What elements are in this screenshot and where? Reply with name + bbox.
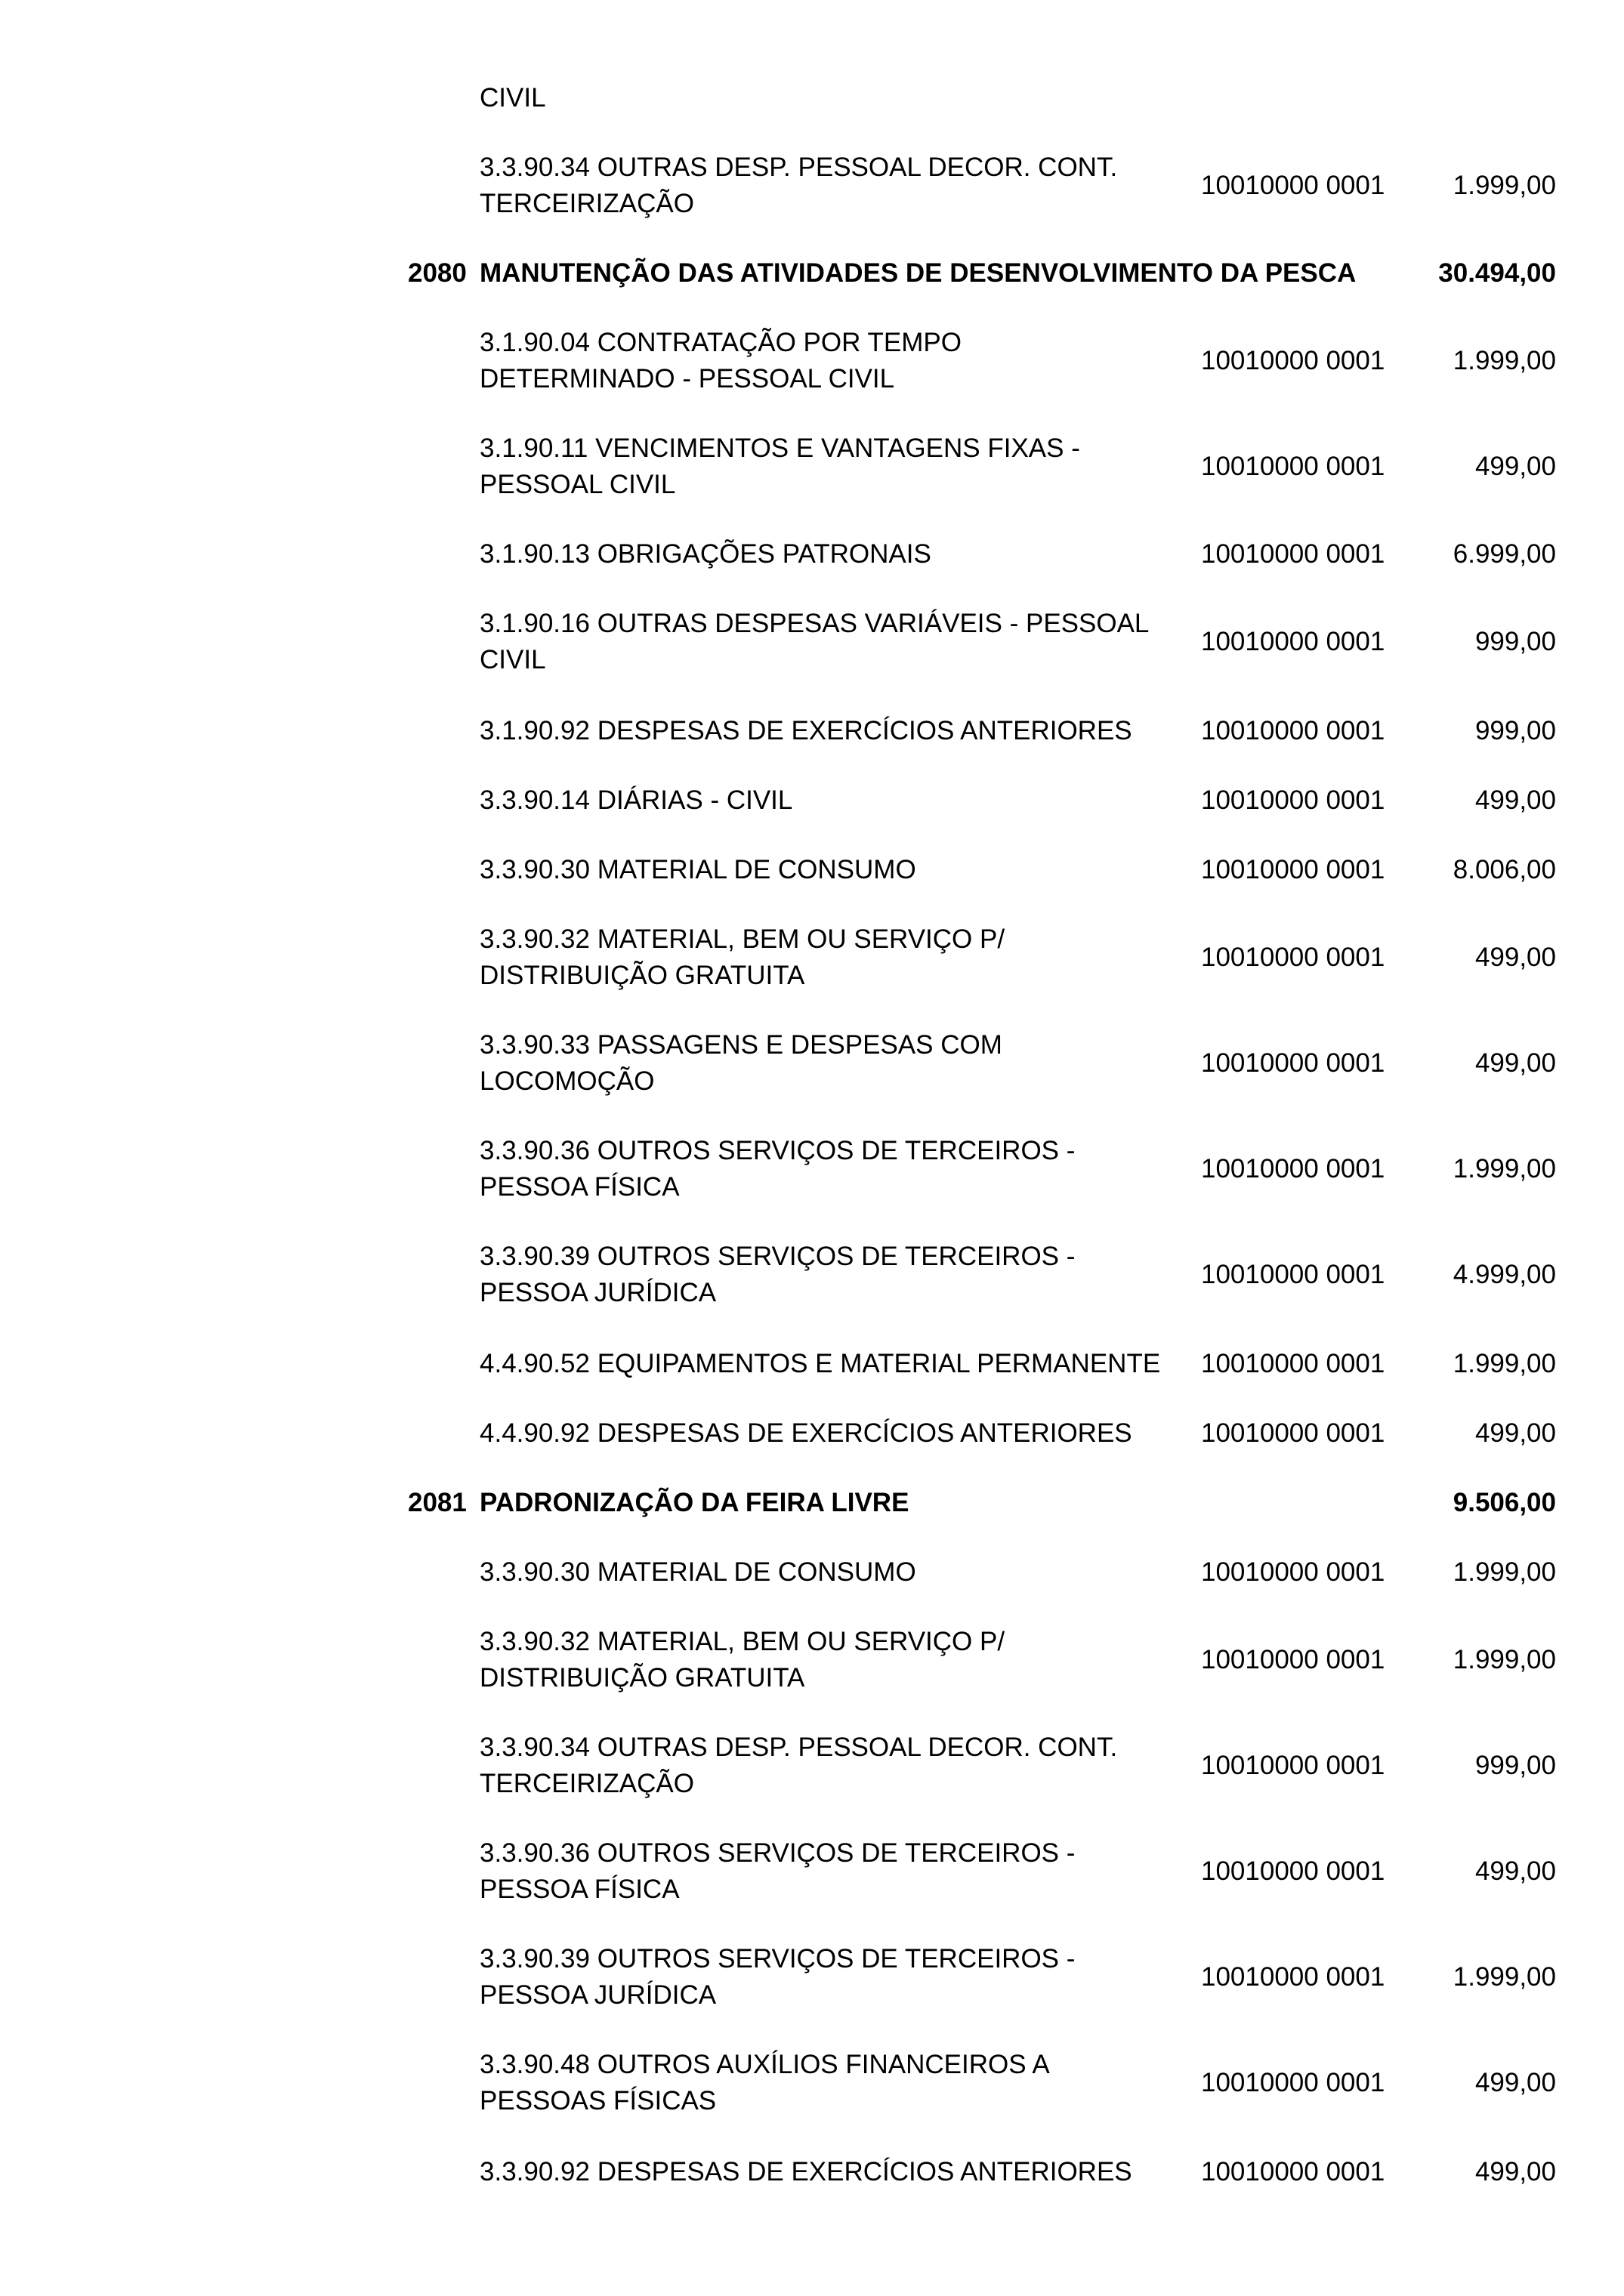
item-description: 3.3.90.32 MATERIAL, BEM OU SERVIÇO P/ DISTRIBUIÇÃO GRATUITA (480, 1627, 1005, 1693)
item-source-code: 10010000 0001 (1201, 346, 1385, 375)
item-value: 1.999,00 (1453, 1962, 1556, 1992)
action-code: 2081 (408, 1488, 467, 1517)
item-value: 6.999,00 (1453, 539, 1556, 569)
item-description: 3.3.90.39 OUTROS SERVIÇOS DE TERCEIROS - PESSOA JURÍDICA (480, 1944, 1076, 2010)
item-source-code: 10010000 0001 (1201, 855, 1385, 884)
item-description: 3.3.90.30 MATERIAL DE CONSUMO (480, 855, 916, 884)
item-value: 1.999,00 (1453, 1349, 1556, 1378)
item-value: 999,00 (1474, 1751, 1556, 1780)
item-value: 499,00 (1474, 785, 1556, 815)
item-value: 1.999,00 (1453, 171, 1556, 200)
item-description: 3.1.90.04 CONTRATAÇÃO POR TEMPO DETERMINADO - PESSOAL CIVIL (480, 328, 962, 393)
item-value: 499,00 (1474, 452, 1556, 481)
item-source-code: 10010000 0001 (1201, 1154, 1385, 1183)
item-source-code: 10010000 0001 (1201, 1962, 1385, 1992)
item-value: 1.999,00 (1453, 1154, 1556, 1183)
item-description: 3.3.90.32 MATERIAL, BEM OU SERVIÇO P/ DISTRIBUIÇÃO GRATUITA (480, 924, 1005, 990)
item-description: 3.3.90.39 OUTROS SERVIÇOS DE TERCEIROS - PESSOA JURÍDICA (480, 1242, 1076, 1307)
item-description: 3.3.90.34 OUTRAS DESP. PESSOAL DECOR. CONT. TERCEIRIZAÇÃO (480, 1733, 1118, 1798)
item-value: 499,00 (1474, 1418, 1556, 1448)
action-title: MANUTENÇÃO DAS ATIVIDADES DE DESENVOLVIMENTO DA PESCA (480, 258, 1357, 288)
item-source-code: 10010000 0001 (1201, 1557, 1385, 1587)
item-source-code: 10010000 0001 (1201, 539, 1385, 569)
item-value: 1.999,00 (1453, 346, 1556, 375)
item-description: CIVIL (480, 83, 546, 113)
action-total: 30.494,00 (1438, 258, 1556, 288)
item-value: 1.999,00 (1453, 1645, 1556, 1674)
action-total: 9.506,00 (1453, 1488, 1556, 1517)
item-description: 3.3.90.14 DIÁRIAS - CIVIL (480, 785, 793, 815)
item-description: 4.4.90.52 EQUIPAMENTOS E MATERIAL PERMANENTE (480, 1349, 1161, 1378)
item-source-code: 10010000 0001 (1201, 1418, 1385, 1448)
item-description: 4.4.90.92 DESPESAS DE EXERCÍCIOS ANTERIORES (480, 1418, 1132, 1448)
item-source-code: 10010000 0001 (1201, 171, 1385, 200)
item-description: 3.3.90.34 OUTRAS DESP. PESSOAL DECOR. CONT. TERCEIRIZAÇÃO (480, 153, 1118, 218)
item-description: 3.1.90.16 OUTRAS DESPESAS VARIÁVEIS - PESSOAL CIVIL (480, 609, 1150, 674)
item-source-code: 10010000 0001 (1201, 627, 1385, 656)
item-description: 3.3.90.30 MATERIAL DE CONSUMO (480, 1557, 916, 1587)
item-description: 3.1.90.11 VENCIMENTOS E VANTAGENS FIXAS - PESSOAL CIVIL (480, 434, 1080, 499)
item-source-code: 10010000 0001 (1201, 1048, 1385, 1078)
action-code: 2080 (408, 258, 467, 288)
item-description: 3.3.90.48 OUTROS AUXÍLIOS FINANCEIROS A PESSOAS FÍSICAS (480, 2050, 1050, 2115)
item-value: 999,00 (1474, 716, 1556, 745)
item-source-code: 10010000 0001 (1201, 716, 1385, 745)
item-value: 999,00 (1474, 627, 1556, 656)
item-description: 3.1.90.13 OBRIGAÇÕES PATRONAIS (480, 539, 931, 569)
item-value: 8.006,00 (1453, 855, 1556, 884)
item-source-code: 10010000 0001 (1201, 785, 1385, 815)
item-value: 499,00 (1474, 943, 1556, 972)
item-description: 3.3.90.36 OUTROS SERVIÇOS DE TERCEIROS - PESSOA FÍSICA (480, 1136, 1076, 1202)
item-description: 3.3.90.36 OUTROS SERVIÇOS DE TERCEIROS - PESSOA FÍSICA (480, 1838, 1076, 1904)
item-value: 499,00 (1474, 1048, 1556, 1078)
item-value: 1.999,00 (1453, 1557, 1556, 1587)
item-source-code: 10010000 0001 (1201, 2068, 1385, 2097)
item-value: 499,00 (1474, 1856, 1556, 1886)
item-description: 3.3.90.33 PASSAGENS E DESPESAS COM LOCOMOÇÃO (480, 1030, 1002, 1096)
item-source-code: 10010000 0001 (1201, 943, 1385, 972)
item-source-code: 10010000 0001 (1201, 1349, 1385, 1378)
action-title: PADRONIZAÇÃO DA FEIRA LIVRE (480, 1488, 909, 1517)
item-description: 3.1.90.92 DESPESAS DE EXERCÍCIOS ANTERIORES (480, 716, 1132, 745)
item-value: 499,00 (1474, 2157, 1556, 2186)
item-source-code: 10010000 0001 (1201, 1645, 1385, 1674)
item-value: 4.999,00 (1453, 1260, 1556, 1289)
item-source-code: 10010000 0001 (1201, 2157, 1385, 2186)
item-source-code: 10010000 0001 (1201, 1856, 1385, 1886)
item-description: 3.3.90.92 DESPESAS DE EXERCÍCIOS ANTERIORES (480, 2157, 1132, 2186)
item-source-code: 10010000 0001 (1201, 1751, 1385, 1780)
item-source-code: 10010000 0001 (1201, 452, 1385, 481)
item-source-code: 10010000 0001 (1201, 1260, 1385, 1289)
item-value: 499,00 (1474, 2068, 1556, 2097)
